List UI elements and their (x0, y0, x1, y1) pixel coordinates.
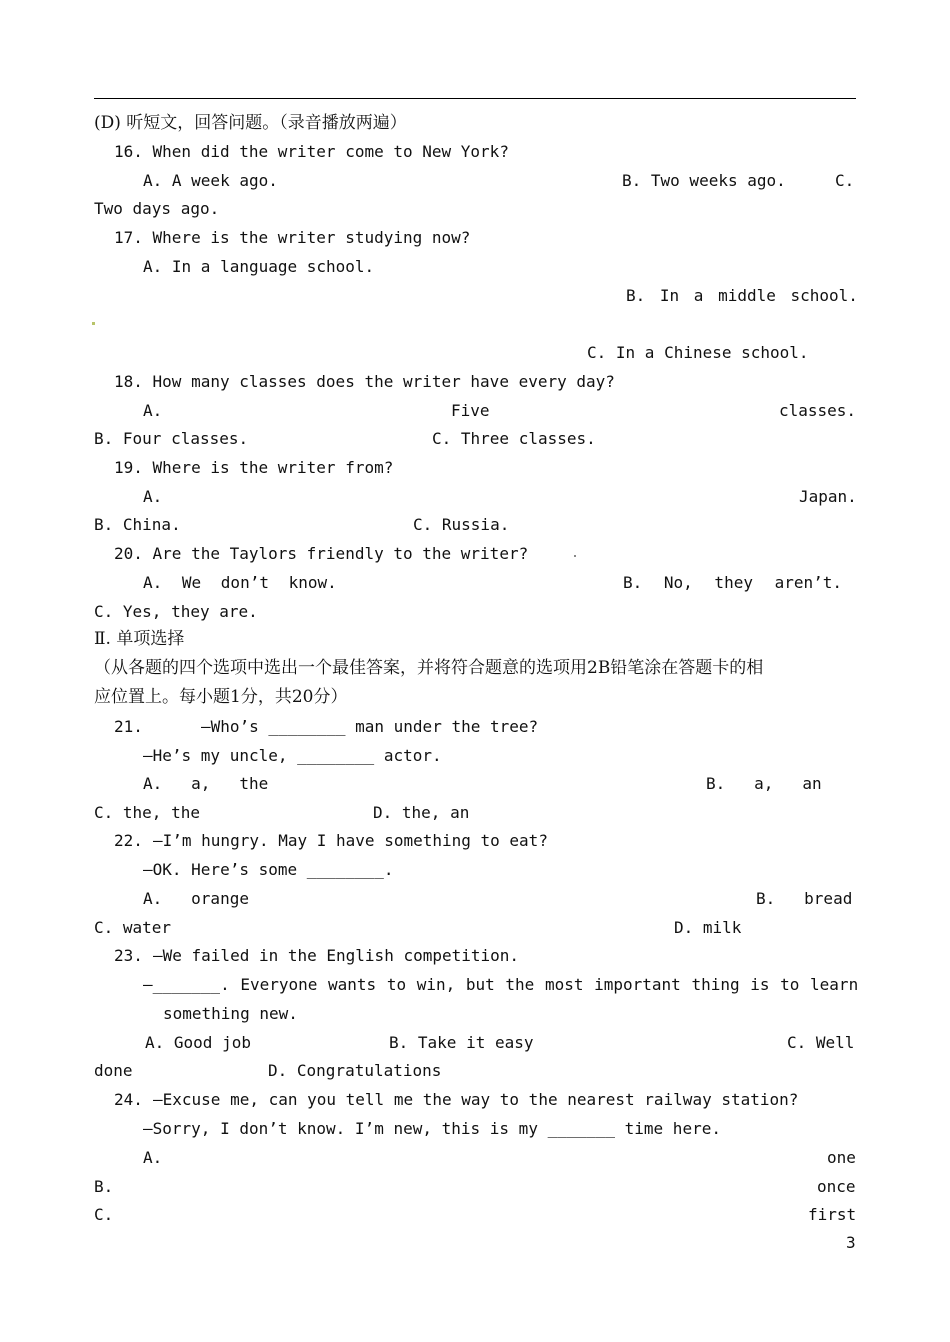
q24-option-c-word: first (808, 1205, 857, 1224)
q19-option-b: B. China. (94, 515, 181, 534)
q22-option-d: D. milk (674, 918, 742, 937)
q19-text: 19. Where is the writer from? (114, 458, 394, 477)
q21-option-a: A. a, the (143, 774, 269, 793)
q23-option-c: C. Well (787, 1033, 855, 1052)
stray-dot (574, 555, 576, 557)
q21-option-b: B. a, an (706, 774, 822, 793)
q23-line1: —We failed in the English competition. (153, 946, 520, 965)
q21-option-d: D. the, an (373, 803, 470, 822)
q21-line2: —He’s my uncle, ________ actor. (143, 746, 442, 765)
q18-text: 18. How many classes does the writer have every day? (114, 372, 615, 391)
q22-option-b: B. bread (756, 889, 853, 908)
q22-option-a: A. orange (143, 889, 249, 908)
q17-option-c: C. In a Chinese school. (587, 343, 809, 362)
q23-line3: something new. (163, 1004, 298, 1023)
q19-option-c: C. Russia. (413, 515, 510, 534)
q20-text: 20. Are the Taylors friendly to the writer? (114, 544, 529, 563)
q22-number: 22. (114, 831, 143, 850)
q19-option-a-label: A. (143, 487, 163, 506)
q17-text: 17. Where is the writer studying now? (114, 228, 471, 247)
section-2-heading: Ⅱ. 单项选择 (94, 629, 185, 649)
q23-option-a: A. Good job (145, 1033, 251, 1052)
q24-number: 24. (114, 1090, 143, 1109)
q16-option-b: B. Two weeks ago. (622, 171, 786, 190)
q19-option-a-word: Japan. (799, 487, 857, 506)
q18-option-a-word1: Five (451, 401, 490, 420)
q16-option-a: A. A week ago. (143, 171, 278, 190)
page-number: 3 (846, 1233, 856, 1252)
q22-line2: —OK. Here’s some ________. (143, 860, 394, 879)
q21-option-c: C. the, the (94, 803, 200, 822)
q21-line1: —Who’s ________ man under the tree? (201, 717, 539, 736)
q23-option-b: B. Take it easy (389, 1033, 534, 1052)
q20-option-c: C. Yes, they are. (94, 602, 258, 621)
q24-option-b-word: once (817, 1177, 856, 1196)
q24-option-c-label: C. (94, 1205, 114, 1224)
q17-option-b: B. In a middle school. (626, 286, 858, 305)
header-rule (94, 98, 856, 99)
stray-mark (92, 322, 95, 325)
q17-option-a: A. In a language school. (143, 257, 375, 276)
q18-option-a-word2: classes. (779, 401, 857, 420)
q22-line1: —I’m hungry. May I have something to eat? (153, 831, 548, 850)
q24-option-a-label: A. (143, 1148, 163, 1167)
q18-option-a-label: A. (143, 401, 163, 420)
q24-line1: —Excuse me, can you tell me the way to the nearest railway station? (153, 1090, 799, 1109)
q22-option-c: C. water (94, 918, 172, 937)
q16-option-c-label: C. (835, 171, 855, 190)
section-d-heading: (D) 听短文，回答问题。（录音播放两遍） (94, 113, 407, 133)
q20-option-a: A. We don’t know. (143, 573, 337, 592)
q20-option-b: B. No, they aren’t. (623, 573, 843, 592)
q16-text: 16. When did the writer come to New York? (114, 142, 509, 161)
q21-number: 21. (114, 717, 143, 736)
q16-option-c-text: Two days ago. (94, 199, 220, 218)
q18-option-c: C. Three classes. (432, 429, 596, 448)
q18-option-b: B. Four classes. (94, 429, 249, 448)
q24-option-a-word: one (827, 1148, 856, 1167)
q23-number: 23. (114, 946, 143, 965)
section-2-instruction-1: （从各题的四个选项中选出一个最佳答案，并将符合题意的选项用2B铅笔涂在答题卡的相 (94, 658, 764, 678)
q23-option-c-cont: done (94, 1061, 133, 1080)
q23-line2: —_______. Everyone wants to win, but the most important thing is to learn (143, 975, 859, 994)
q24-line2: —Sorry, I don’t know. I’m new, this is my _______ time here. (143, 1119, 721, 1138)
section-2-instruction-2: 应位置上。每小题1分，共20分） (94, 687, 348, 707)
q24-option-b-label: B. (94, 1177, 114, 1196)
q23-option-d: D. Congratulations (268, 1061, 442, 1080)
